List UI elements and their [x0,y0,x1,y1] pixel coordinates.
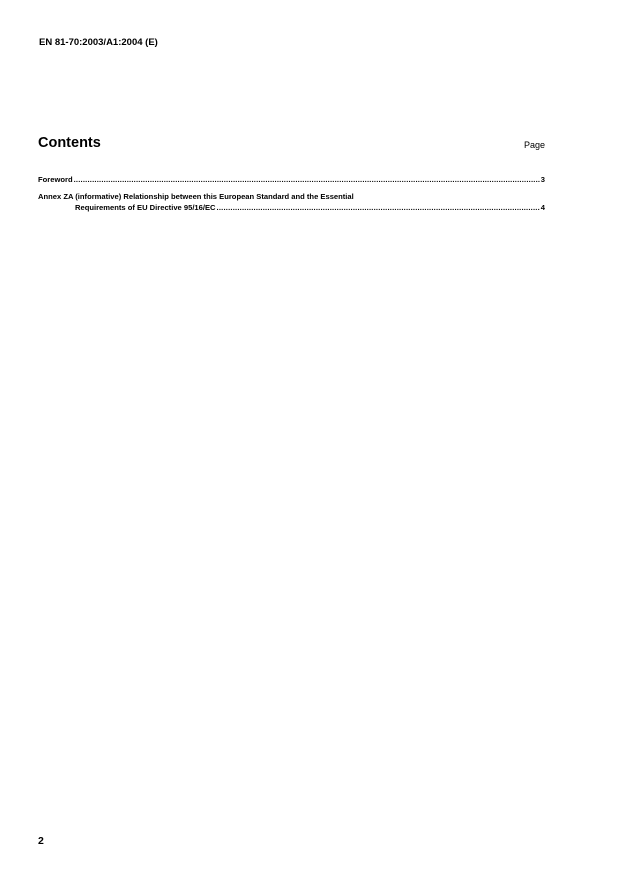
toc-entry-title-continuation: Requirements of EU Directive 95/16/EC [75,203,216,212]
toc-entry-annex-za[interactable] [38,191,545,213]
table-of-contents [38,174,545,213]
toc-entry-page: 3 [540,175,545,184]
toc-entry-foreword[interactable] [38,174,545,185]
contents-heading: Contents [38,135,101,151]
document-id-header: EN 81-70:2003/A1:2004 (E) [39,37,158,48]
toc-entry-title: Foreword [38,175,73,184]
page-number: 2 [38,835,44,847]
toc-line-continuation [38,202,545,213]
toc-line [38,174,545,185]
toc-line [38,191,545,202]
toc-entry-title: Annex ZA (informative) Relationship between this European Standard and the Essential [38,192,354,201]
toc-entry-page: 4 [540,203,545,212]
page-column-label: Page [523,140,545,150]
dot-leader [217,202,540,213]
dot-leader [74,174,540,185]
